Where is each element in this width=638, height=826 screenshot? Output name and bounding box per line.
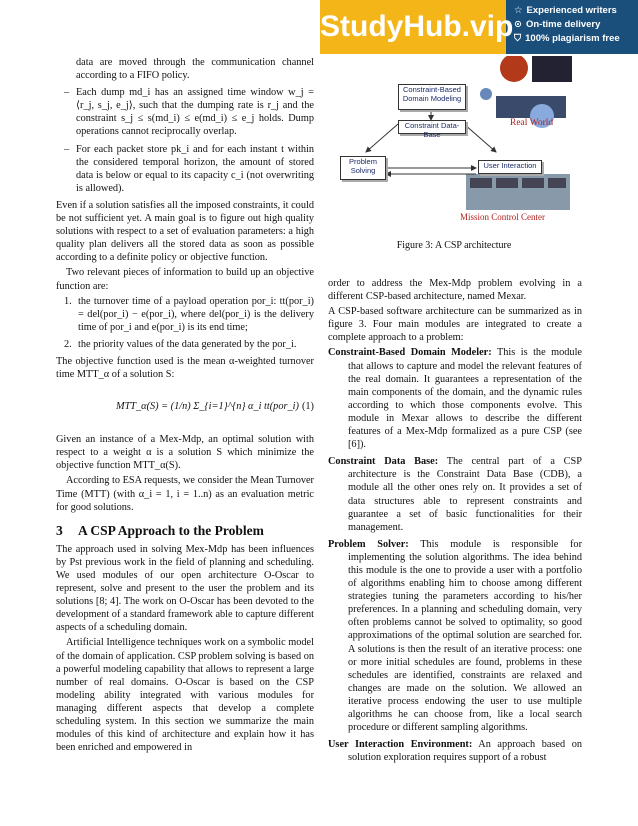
space-image: [532, 56, 572, 82]
mission-control-label: Mission Control Center: [460, 212, 545, 222]
list-item: – For each packet store pk_i and for each instant t within the considered temporal horizon, the amount of stored data is below or equal to its capacity c_i (not overwriting is allowed).: [64, 143, 314, 194]
module-item: Constraint Data Base: The central part of a CSP architecture is the Constraint Data Base (CDB), a module all the other ones rely on. It provides a set of data structures able to represent constraints and guarantee a set of basic functionalities for their management.: [328, 456, 582, 533]
figure-caption: Figure 3: A CSP architecture: [396, 240, 512, 251]
satellite-icon: [480, 88, 492, 100]
feature-item: ⊙ On-time delivery: [514, 19, 601, 30]
left-column: [56, 56, 314, 756]
list-item: 1. the turnover time of a payload operation por_i: tt(por_i) = del(por_i) − e(por_i), where del(por_i) is the delivery time of por_i and e(por_i) is its end time;: [64, 295, 314, 333]
real-world-label: Real World: [510, 118, 554, 128]
domain-modeling-box: Constraint-Based Domain Modeling: [398, 84, 466, 110]
section-heading: 3 A CSP Approach to the Problem: [56, 522, 264, 538]
user-interaction-box: User Interaction: [478, 160, 542, 174]
paragraph: Given an instance of a Mex-Mdp, an optimal solution with respect to a weight α is a solution S which minimize the objective function MTT_α(S).: [56, 434, 314, 472]
check-shield-icon: ⛉: [514, 33, 522, 44]
problem-solving-box: Problem Solving: [340, 156, 386, 180]
figure-arrows: [336, 56, 572, 226]
paragraph: The objective function used is the mean α-weighted turnover time MTT_α of a solution S:: [56, 355, 314, 381]
paragraph: Even if a solution satisfies all the imposed constraints, it could be not sufficient yet. A main goal is to figure out high quality solutions with respect to a set of evaluation parameters: a high quality plan delivers all the stored data as soon as possible according to a definite policy or objective function.: [56, 199, 314, 264]
equation-number: (1): [301, 400, 314, 412]
module-item: Problem Solver: This module is responsible for implementing the solution algorithms. The idea behind this module is the one to provide a user with a portfolio of algorithms enabling him to choose among different strategies tuning the parameters according to his/her preferences. In a planning and scheduling domain, very often problems cannot be solved to optimality, so good approximations of the optimal solution are searched for. A solutions is then the result of an iterative process: one or more initial schedules are found, problems in these schedules are identified, constraints are relaxed and changes are made on the solution. We allowed an iterative process endowing the user to use multiple algorithms he can choose from, like a local search procedure or different sampling algorithms.: [328, 538, 582, 734]
paragraph: data are moved through the communication channel according to a FIFO policy.: [76, 57, 314, 82]
module-item: User Interaction Environment: An approach based on solution exploration requires support of a robust: [328, 739, 583, 764]
star-icon: ☆: [514, 5, 523, 16]
paragraph: According to ESA requests, we consider the Mean Turnover Time (MTT) (with α_i = 1, i = 1..n) as an evaluation metric for good solutions.: [56, 475, 314, 513]
feature-item: ⛉ 100% plagiarism free: [514, 33, 620, 44]
list-item: 2. the priority values of the data generated by the por_i.: [64, 338, 297, 350]
data-base-box: Constraint Data-Base: [398, 120, 466, 134]
list-item: – Each dump md_i has an assigned time window w_j = ⟨r_j, s_j, e_j⟩, such that the dumping rate is r_j and the constraint s_j ≤ s(md_i) ≤ e(md_i) ≤ e_j holds. Dump operations cannot reciprocally overlap.: [64, 87, 314, 138]
feature-list: [506, 0, 638, 54]
feature-item: ☆ Experienced writers: [514, 5, 617, 16]
clock-icon: ⊙: [514, 19, 522, 30]
paragraph: order to address the Mex-Mdp problem evolving in a different CSP-based architecture, named Mexar.: [328, 278, 582, 303]
brand-logo[interactable]: StudyHub.vip: [320, 0, 506, 54]
csp-architecture-figure: [336, 56, 572, 226]
ad-banner[interactable]: [320, 0, 638, 54]
equation: [56, 389, 314, 423]
paragraph: Two relevant pieces of information to build up an objective function are:: [56, 267, 314, 292]
paragraph: Artificial Intelligence techniques work on a symbolic model of the domain of application. CSP problem solving is based on a powerful modeling capability that allows to represent a large number of real domains. O-Oscar is based on the CSP modeling ability integrated with various modules for managing different aspects that develop a complete scheduling system. In this section we summarize the main modules of this kind of architecture and explain how it has been enriched and empowered in: [56, 637, 314, 754]
paragraph: A CSP-based software architecture can be summarized as in figure 3. Four main modules are integrated to create a complete approach to a problem:: [328, 306, 582, 344]
equation-body: MTT_α(S) = (1/n) Σ_{i=1}^{n} α_i tt(por_i): [116, 400, 299, 412]
module-item: Constraint-Based Domain Modeler: This is the module that allows to capture and model the relevant features of the real domain. It guarantees a representation of the main components of the domain, and the dynamic rules according to which those components evolve. This module in Mexar allows to describe the different features of a Mex-Mdp formalized as a pure CSP (see [6]).: [328, 347, 583, 451]
paragraph: The approach used in solving Mex-Mdp has been influences by Pst previous work in the field of planning and scheduling. We used modules of our open architecture O-Oscar to represent, solve and present to the user the problem and its solutions [8; 4]. The work on O-Oscar has been devoted to the development of a standard framework able to capture different aspects of a scheduling domain.: [56, 543, 314, 634]
right-column: [328, 277, 582, 768]
